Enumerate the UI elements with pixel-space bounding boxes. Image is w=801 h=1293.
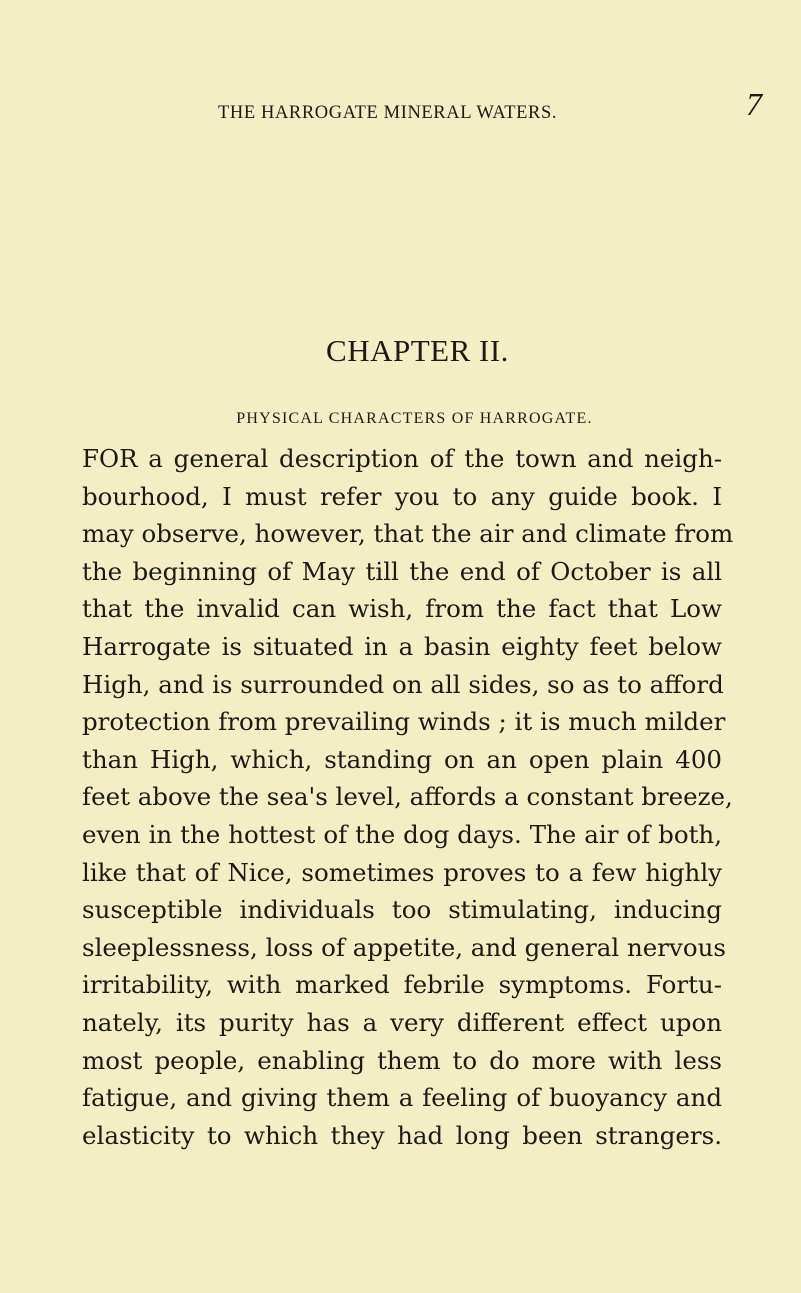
running-head: THE HARROGATE MINERAL WATERS. (218, 103, 558, 123)
text-line: susceptible individuals too stimulating, inducing (82, 895, 722, 925)
text-line: even in the hottest of the dog days. The air of both, (82, 819, 722, 849)
text-line: nately, its purity has a very different effect upon (82, 1007, 722, 1037)
text-line: than High, which, standing on an open plain 400 (82, 744, 722, 774)
text-line: most people, enabling them to do more with less (82, 1045, 722, 1075)
chapter-title: CHAPTER II. (326, 333, 509, 368)
text-line: High, and is surrounded on all sides, so as to afford (82, 669, 724, 699)
page-number: 7 (746, 86, 762, 122)
text-line: fatigue, and giving them a feeling of buoyancy and (82, 1083, 722, 1113)
text-line: bourhood, I must refer you to any guide book. I (82, 481, 722, 511)
text-line: protection from prevailing winds ; it is much milder (82, 707, 726, 737)
section-heading: PHYSICAL CHARACTERS OF HARROGATE. (236, 410, 593, 427)
text-line: elasticity to which they had long been strangers. (82, 1120, 722, 1150)
text-line: Harrogate is situated in a basin eighty feet below (82, 631, 722, 661)
text-line: irritability, with marked febrile symptoms. Fortu- (82, 970, 722, 1000)
body-paragraph (82, 440, 734, 1154)
text-line: feet above the sea's level, affords a constant breeze, (82, 782, 733, 812)
text-line: sleeplessness, loss of appetite, and general nervous (82, 932, 726, 962)
text-line: that the invalid can wish, from the fact that Low (82, 594, 722, 624)
text-line: may observe, however, that the air and climate from (82, 519, 734, 549)
text-line: the beginning of May till the end of October is all (82, 556, 722, 586)
text-line: FOR a general description of the town and neigh- (82, 444, 722, 473)
text-line: like that of Nice, sometimes proves to a few highly (82, 857, 722, 887)
